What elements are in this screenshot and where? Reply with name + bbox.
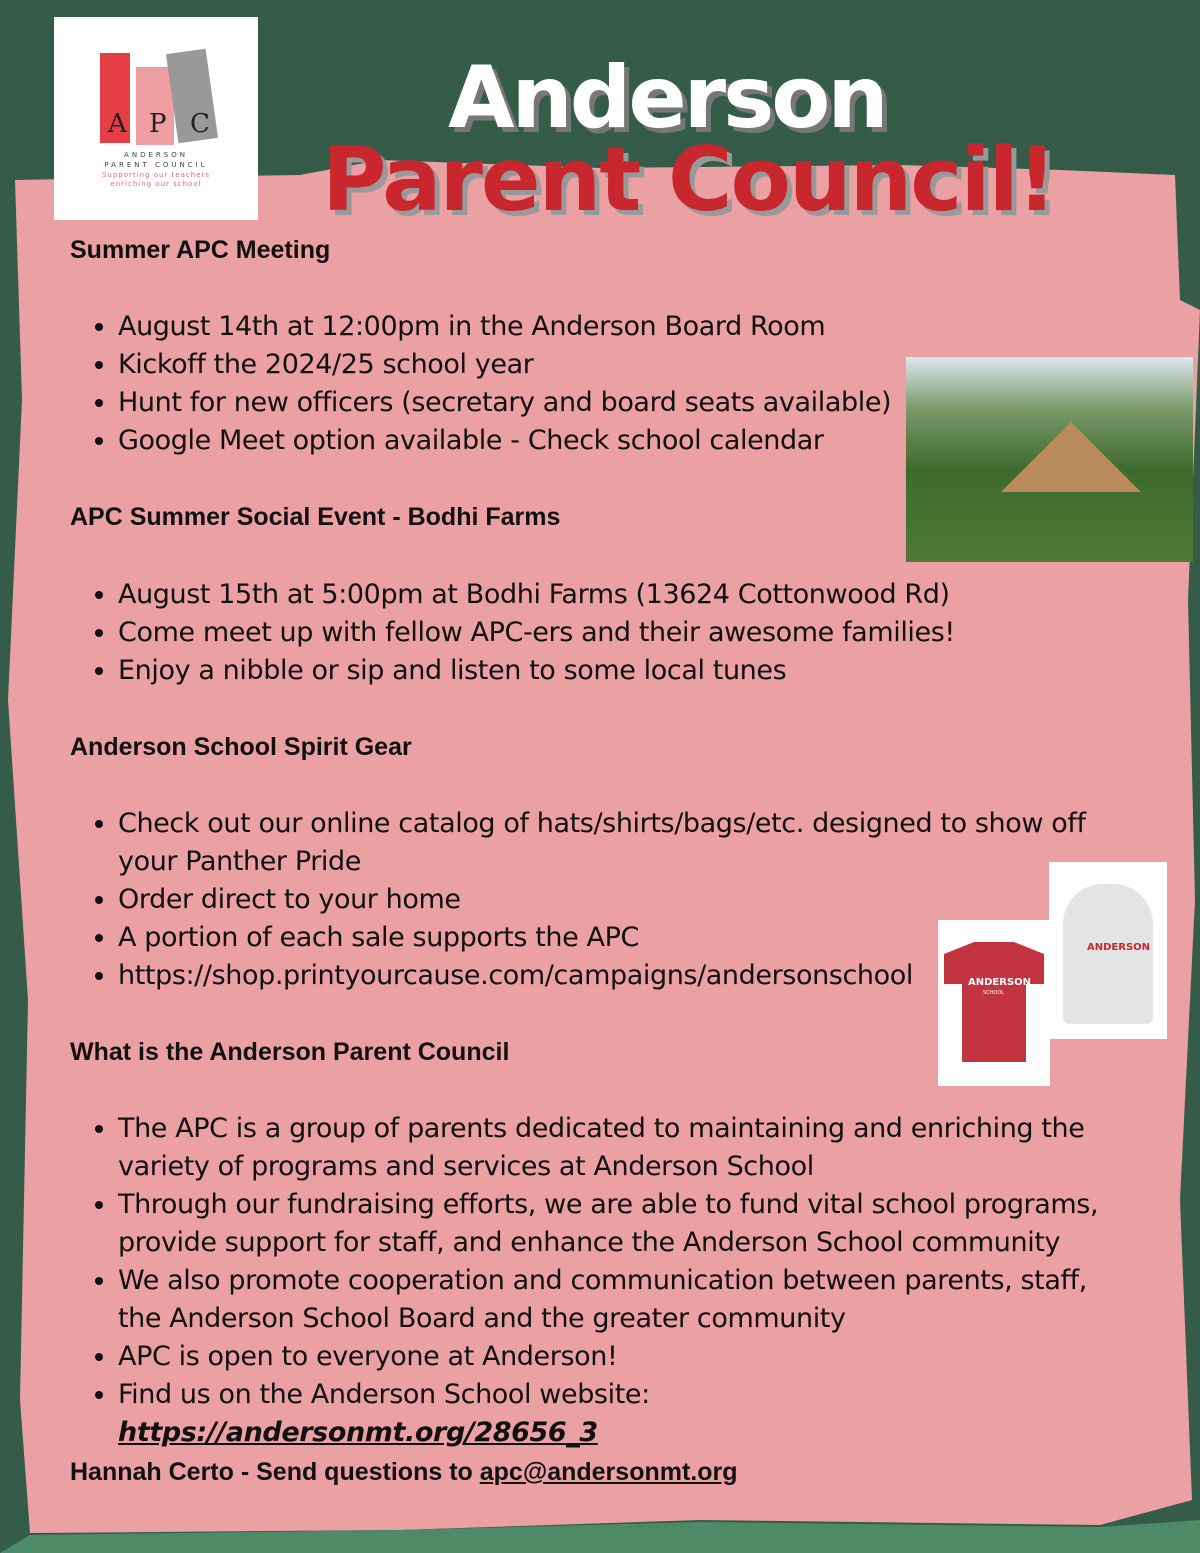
tshirt-image <box>938 920 1050 1086</box>
list-item: • The APC is a group of parents dedicated to maintaining and enriching the variety of programs and services at Anderson School <box>118 1110 1118 1186</box>
website-label: Find us on the Anderson School website: <box>118 1379 650 1410</box>
list-item: • Come meet up with fellow APC-ers and their awesome families! <box>118 614 1118 652</box>
section-heading: What is the Anderson Parent Council <box>70 1038 510 1066</box>
shop-link[interactable]: • https://shop.printyourcause.com/campaigns/andersonschool <box>118 957 1118 995</box>
tent-photo <box>906 357 1193 562</box>
list-item: • Order direct to your home <box>118 881 1118 919</box>
list-item <box>118 1376 1118 1452</box>
website-link[interactable]: https://andersonmt.org/28656_3 <box>118 1417 598 1448</box>
list-item: • August 14th at 12:00pm in the Anderson Board Room <box>118 308 1118 346</box>
footer-contact <box>70 1458 738 1487</box>
about-list <box>84 1110 1118 1452</box>
logo-letter: P <box>149 109 167 139</box>
list-item: • Google Meet option available - Check school calendar <box>118 422 1118 460</box>
section-heading: APC Summer Social Event - Bodhi Farms <box>70 503 561 531</box>
email-link[interactable]: apc@andersonmt.org <box>479 1458 738 1486</box>
list-item: • August 15th at 5:00pm at Bodhi Farms (13624 Cottonwood Rd) <box>118 576 1118 614</box>
section-heading: Anderson School Spirit Gear <box>70 733 412 761</box>
logo-text: ANDERSON <box>124 151 188 159</box>
section-heading: Summer APC Meeting <box>70 236 331 264</box>
logo-letter: C <box>190 109 210 139</box>
list-item: • APC is open to everyone at Anderson! <box>118 1338 1118 1376</box>
list-item: • A portion of each sale supports the APC <box>118 919 1118 957</box>
logo-text: enriching our school <box>110 180 202 188</box>
hoodie-text: ANDERSON <box>1087 942 1151 953</box>
list-item: • Kickoff the 2024/25 school year <box>118 346 1118 384</box>
tent-shape <box>1001 422 1141 492</box>
title-line1: Anderson <box>448 48 886 148</box>
list-item: • Check out our online catalog of hats/shirts/bags/etc. designed to show off your Panther Pride <box>118 805 1118 881</box>
list-item: • Hunt for new officers (secretary and board seats available) <box>118 384 1118 422</box>
tshirt-subtext: SCHOOL <box>983 990 1005 996</box>
list-item: • We also promote cooperation and communication between parents, staff, the Anderson School Board and the greater community <box>118 1262 1118 1338</box>
list-item: • Through our fundraising efforts, we are able to fund vital school programs, provide support for staff, and enhance the Anderson School community <box>118 1186 1118 1262</box>
title-line2: Parent Council! <box>322 128 1055 231</box>
hoodie-image <box>1049 862 1167 1039</box>
logo-text: Supporting our teachers <box>101 171 210 179</box>
logo-letter: A <box>108 109 127 139</box>
tshirt-text: ANDERSON <box>968 977 1032 988</box>
logo-text: PARENT COUNCIL <box>104 161 208 169</box>
apc-logo <box>54 17 258 220</box>
footer-text: Hannah Certo - Send questions to <box>70 1458 480 1486</box>
list-item: • Enjoy a nibble or sip and listen to some local tunes <box>118 652 1118 690</box>
social-list <box>84 576 1118 690</box>
